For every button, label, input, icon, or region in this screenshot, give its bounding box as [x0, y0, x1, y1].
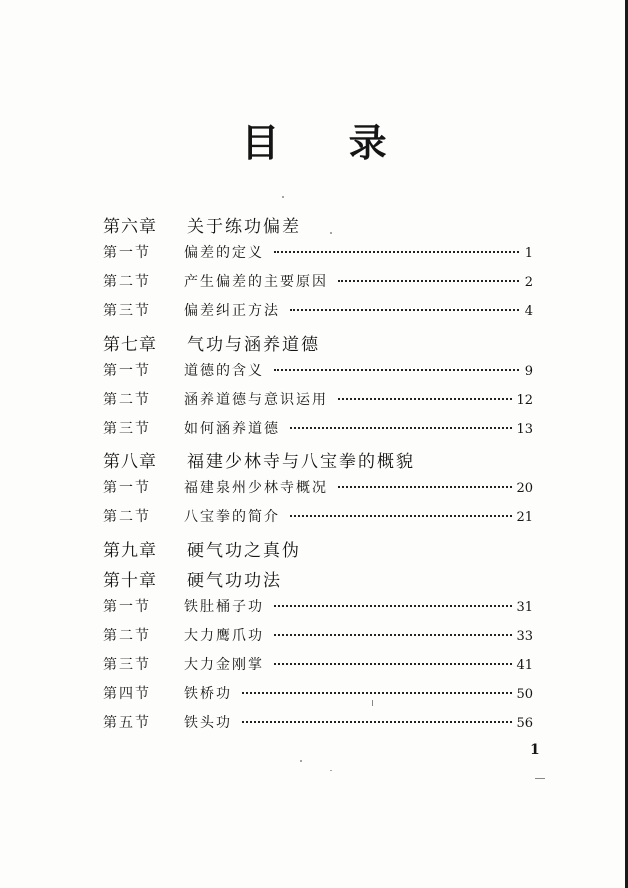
toc-section — [103, 712, 533, 741]
toc-entry-number: 第三节 — [103, 420, 151, 437]
toc-entry-page: 33 — [516, 628, 533, 644]
dot-leader — [290, 515, 512, 517]
toc-section — [103, 596, 533, 625]
scan-speck — [300, 760, 302, 762]
dot-leader — [290, 309, 519, 311]
scan-speck — [372, 700, 373, 706]
toc-entry-number: 第一节 — [103, 598, 151, 615]
toc-chapter — [103, 536, 533, 566]
toc-entry-title: 铁肚桶子功 — [184, 598, 264, 615]
toc-entry-title: 关于练功偏差 — [187, 217, 301, 237]
toc-entry-page: 21 — [516, 510, 533, 526]
toc-entry-number: 第五节 — [103, 715, 151, 732]
dot-leader — [242, 721, 512, 723]
scan-speck — [330, 770, 332, 771]
toc-entry-page: 13 — [516, 421, 533, 437]
toc-section — [103, 506, 533, 535]
toc-entry-title: 铁头功 — [184, 715, 232, 732]
dot-leader — [290, 427, 512, 429]
toc-entry-page: 12 — [516, 392, 533, 408]
toc-entry-title: 道德的含义 — [184, 362, 264, 379]
toc-entry-number: 第二节 — [103, 391, 151, 408]
table-of-contents — [103, 212, 533, 741]
toc-section — [103, 625, 533, 654]
dot-leader — [274, 634, 512, 636]
toc-entry-page: 31 — [516, 599, 533, 615]
toc-entry-title: 福建泉州少林寺概况 — [184, 480, 328, 497]
toc-entry-number: 第一节 — [103, 245, 151, 261]
toc-entry-number: 第一节 — [103, 480, 151, 497]
toc-section — [103, 242, 533, 271]
toc-chapter — [103, 566, 533, 596]
toc-entry-title: 硬气功之真伪 — [187, 540, 301, 561]
toc-entry-title: 气功与涵养道德 — [187, 334, 320, 355]
toc-chapter — [103, 212, 533, 242]
page-title: 目 录 — [241, 120, 415, 165]
toc-entry-number: 第八章 — [103, 452, 157, 473]
toc-section — [103, 389, 533, 418]
toc-section — [103, 271, 533, 300]
toc-entry-number: 第四节 — [103, 686, 151, 703]
toc-entry-title: 铁桥功 — [184, 686, 232, 703]
toc-entry-title: 产生偏差的主要原因 — [184, 274, 328, 291]
dot-leader — [274, 251, 519, 253]
toc-section — [103, 418, 533, 447]
toc-section — [103, 300, 533, 329]
toc-entry-number: 第六章 — [103, 217, 157, 237]
dot-leader — [274, 663, 512, 665]
toc-entry-number: 第三节 — [103, 303, 151, 320]
toc-entry-number: 第二节 — [103, 509, 151, 526]
dot-leader — [338, 280, 519, 282]
toc-entry-title: 福建少林寺与八宝拳的概貌 — [187, 452, 415, 473]
toc-entry-page: 1 — [524, 246, 533, 261]
toc-entry-title: 大力金刚掌 — [184, 656, 264, 673]
toc-entry-number: 第三节 — [103, 656, 151, 673]
toc-entry-title: 大力鹰爪功 — [184, 627, 264, 644]
toc-entry-title: 硬气功功法 — [187, 570, 282, 591]
toc-entry-page: 50 — [516, 687, 533, 703]
toc-chapter — [103, 447, 533, 477]
scan-speck — [330, 232, 332, 234]
toc-entry-number: 第二节 — [103, 274, 151, 291]
toc-entry-page: 2 — [524, 275, 533, 291]
toc-entry-number: 第七章 — [103, 334, 157, 355]
toc-entry-number: 第九章 — [103, 540, 157, 561]
toc-entry-title: 涵养道德与意识运用 — [184, 391, 328, 408]
scan-speck — [535, 778, 545, 779]
toc-section — [103, 683, 533, 712]
dot-leader — [274, 369, 519, 371]
toc-entry-title: 偏差的定义 — [184, 245, 264, 261]
toc-entry-title: 如何涵养道德 — [184, 420, 280, 437]
toc-entry-page: 20 — [516, 481, 533, 497]
toc-entry-number: 第二节 — [103, 627, 151, 644]
scan-speck — [282, 196, 284, 198]
toc-entry-page: 41 — [516, 657, 533, 673]
toc-entry-title: 八宝拳的简介 — [184, 509, 280, 526]
toc-section — [103, 360, 533, 389]
dot-leader — [338, 486, 512, 488]
toc-chapter — [103, 330, 533, 360]
dot-leader — [274, 605, 512, 607]
toc-section — [103, 477, 533, 506]
toc-entry-title: 偏差纠正方法 — [184, 303, 280, 320]
dot-leader — [242, 692, 512, 694]
dot-leader — [338, 398, 512, 400]
toc-section — [103, 654, 533, 683]
toc-entry-number: 第十章 — [103, 570, 157, 591]
toc-entry-page: 56 — [516, 716, 533, 732]
toc-entry-page: 9 — [524, 363, 533, 379]
page-number: 1 — [530, 742, 540, 758]
toc-entry-page: 4 — [524, 304, 533, 320]
toc-entry-number: 第一节 — [103, 362, 151, 379]
